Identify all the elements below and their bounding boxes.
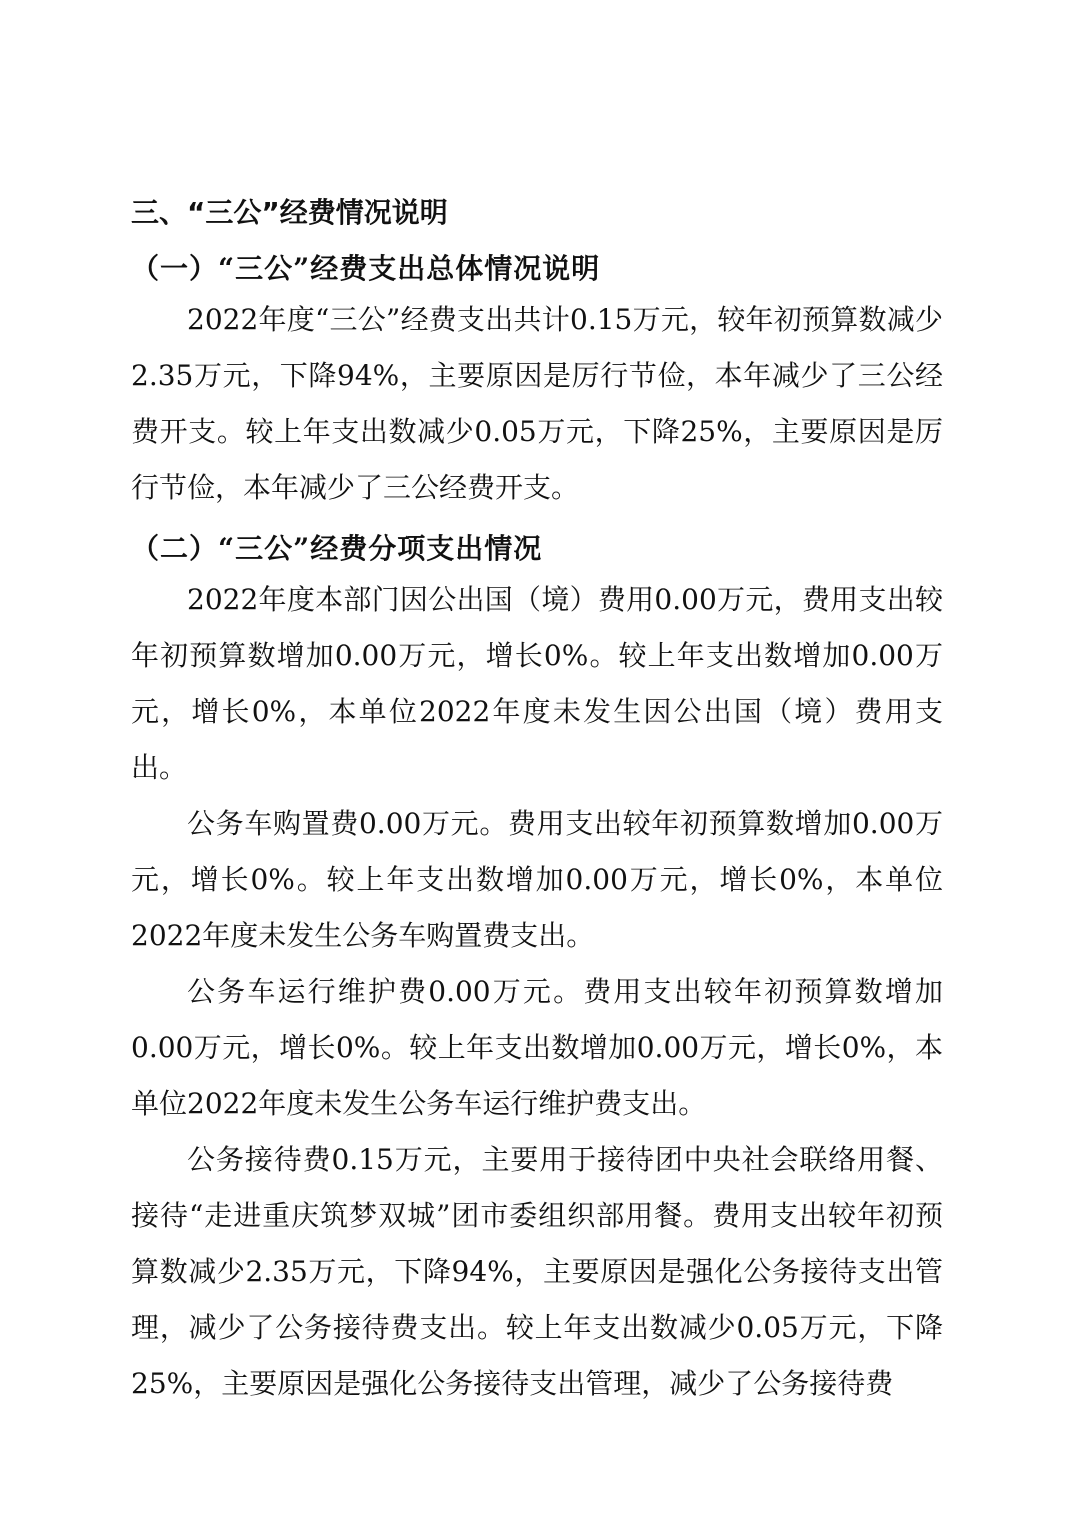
paragraph-reception: 公务接待费0.15万元，主要用于接待团中央社会联络用餐、接待“走进重庆筑梦双城”团市委组织部用餐。费用支出较年初预算数减少2.35万元，下降94%，主要原因是强化公务接待支出管理，减少了公务接待费支出。较上年支出数减少0.05万元，下降25%，主要原因是强化公务接待支出管理，减少了公务接待费 bbox=[131, 1143, 943, 1400]
paragraph-overseas: 2022年度本部门因公出国（境）费用0.00万元，费用支出较年初预算数增加0.00万元，增长0%。较上年支出数增加0.00万元，增长0%，本单位2022年度未发生因公出国（境）费用支出。 bbox=[131, 583, 943, 784]
paragraph-overall: 2022年度“三公”经费支出共计0.15万元，较年初预算数减少2.35万元，下降94%，主要原因是厉行节俭，本年减少了三公经费开支。较上年支出数减少0.05万元，下降25%，主要原因是厉行节俭，本年减少了三公经费开支。 bbox=[131, 303, 943, 504]
subtitle-overall: （一）“三公”经费支出总体情况说明 bbox=[131, 252, 601, 285]
document-body bbox=[131, 190, 943, 1412]
paragraph-vehicle-maintenance: 公务车运行维护费0.00万元。费用支出较年初预算数增加0.00万元，增长0%。较上年支出数增加0.00万元，增长0%，本单位2022年度未发生公务车运行维护费支出。 bbox=[131, 975, 943, 1120]
section-title: 三、“三公”经费情况说明 bbox=[131, 196, 448, 229]
subtitle-items: （二）“三公”经费分项支出情况 bbox=[131, 532, 543, 565]
paragraph-vehicle-purchase: 公务车购置费0.00万元。费用支出较年初预算数增加0.00万元，增长0%。较上年支出数增加0.00万元，增长0%，本单位2022年度未发生公务车购置费支出。 bbox=[131, 807, 943, 952]
